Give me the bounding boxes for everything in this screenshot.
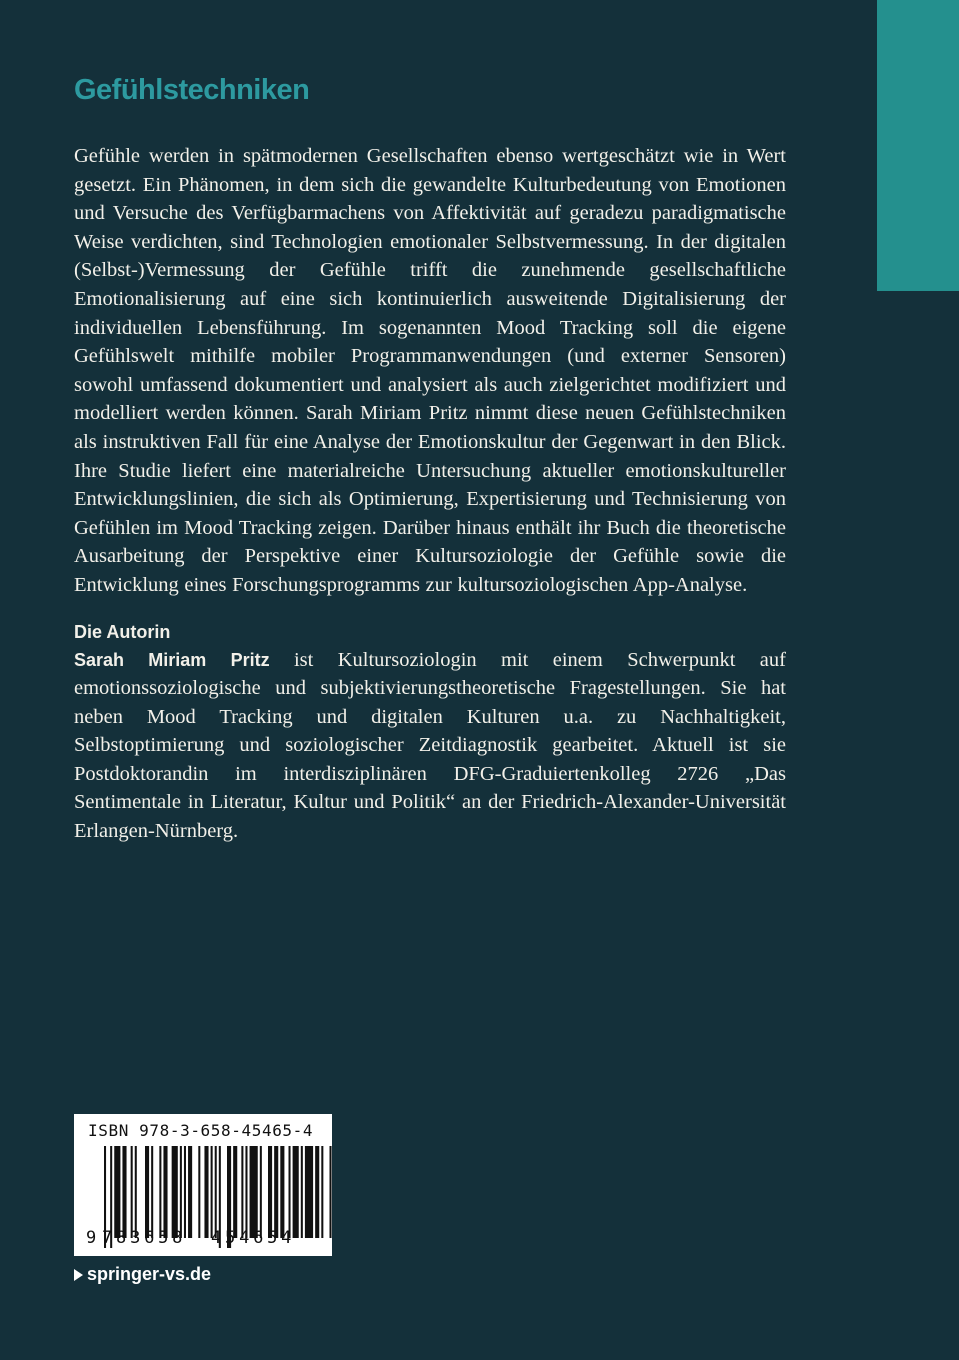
barcode-bar [215, 1146, 217, 1238]
author-bio [74, 646, 786, 846]
barcode-bar [145, 1146, 149, 1238]
barcode-bar [268, 1146, 272, 1238]
barcode-bar [330, 1146, 332, 1238]
publisher-url: springer-vs.de [87, 1264, 212, 1284]
barcode-bar [172, 1146, 178, 1238]
barcode-digits [86, 1228, 320, 1250]
publisher-link[interactable] [74, 1262, 211, 1286]
author-heading: Die Autorin [74, 621, 171, 642]
barcode-bar [315, 1146, 319, 1238]
author-bio-text: ist Kultursoziologin mit einem Schwerpunkt auf emotionssoziologische und subjektivierungstheoretische Fragestellungen. Sie hat neben Mood Tracking und digitalen Kulturen u.a. zu Nachhaltigkeit, Selbstoptimierung und soziologischer Zeitdiagnostik gearbeitet. Aktuell ist sie Postdoktorandin im interdisziplinären DFG-Graduiertenkolleg 2726 „Das Sentimentale in Literatur, Kultur und Politik“ an der Friedrich-Alexander-Universität Erlangen-Nürnberg. [74, 648, 786, 843]
barcode-bar [122, 1146, 126, 1238]
book-blurb: Gefühle werden in spätmodernen Gesellschaften ebenso wertgeschätzt wie in Wert gesetzt. Ein Phänomen, in dem sich die gewandelte Kulturbedeutung von Emotionen und Versuche des Verfügbarmachens von Affektivität auf geradezu paradigmatische Weise verdichten, sind Technologien emotionaler Selbstvermessung. In der digitalen (Selbst-)Vermessung der Gefühle trifft die zunehmende gesellschaftliche Emotionalisierung auf eine sich kontinuierlich ausweitende Digitalisierung der individuellen Lebensführung. Im sogenannten Mood Tracking soll die eigene Gefühlswelt mithilfe mobiler Programmanwendungen (und externer Sensoren) sowohl umfassend dokumentiert und analysiert als auch zielgerichtet modifiziert und modelliert werden können. Sarah Miriam Pritz nimmt diese neuen Gefühlstechniken als instruktiven Fall für eine Analyse der Emotionskultur der Gegenwart in den Blick. Ihre Studie liefert eine materialreiche Untersuchung aktueller emotionskultureller Entwicklungslinien, die sich als Optimierung, Expertisierung und Technisierung von Gefühlen im Mood Tracking zeigen. Darüber hinaus enthält ihr Buch die theoretische Ausarbeitung der Perspektive einer Kultursoziologie der Gefühle sowie die Entwicklung eines Forschungsprogramms zur kultursoziologischen App-Analyse. [74, 145, 786, 596]
barcode-bar [301, 1146, 303, 1238]
accent-color-bar [877, 0, 959, 291]
barcode-bar [250, 1146, 258, 1238]
barcode-bar [321, 1146, 323, 1238]
barcode-bar [289, 1146, 291, 1238]
barcode-bar [159, 1146, 161, 1238]
barcode-bar [260, 1146, 262, 1238]
barcode-bar [188, 1146, 192, 1238]
barcode-bar [135, 1146, 137, 1238]
barcode-bar [233, 1146, 237, 1238]
barcode-digits-left: 783658 [102, 1228, 187, 1248]
barcode-digits-right: 454654 [211, 1228, 296, 1248]
barcode-bar [204, 1146, 208, 1238]
barcode-bar [293, 1146, 299, 1238]
barcode-bar [241, 1146, 243, 1238]
barcode-bar [305, 1146, 313, 1238]
barcode-bar [198, 1146, 200, 1238]
barcode-bar [184, 1146, 186, 1238]
barcode-bar [211, 1146, 213, 1238]
author-name: Sarah Miriam Pritz [74, 649, 270, 670]
back-cover-content [74, 68, 786, 846]
barcode-bar [151, 1146, 153, 1238]
isbn-barcode [74, 1114, 332, 1256]
barcode-bar [131, 1146, 133, 1238]
barcode-bar [274, 1146, 278, 1238]
barcode-bar [280, 1146, 284, 1238]
barcode-bar [163, 1146, 167, 1238]
barcode-digit-first: 9 [86, 1228, 97, 1248]
isbn-label: ISBN 978-3-658-45465-4 [88, 1121, 314, 1140]
barcode-bar [180, 1146, 182, 1238]
barcode-bar [114, 1146, 120, 1238]
arrow-right-icon [74, 1269, 83, 1281]
barcode-bar [245, 1146, 247, 1238]
book-title: Gefühlstechniken [74, 74, 310, 106]
